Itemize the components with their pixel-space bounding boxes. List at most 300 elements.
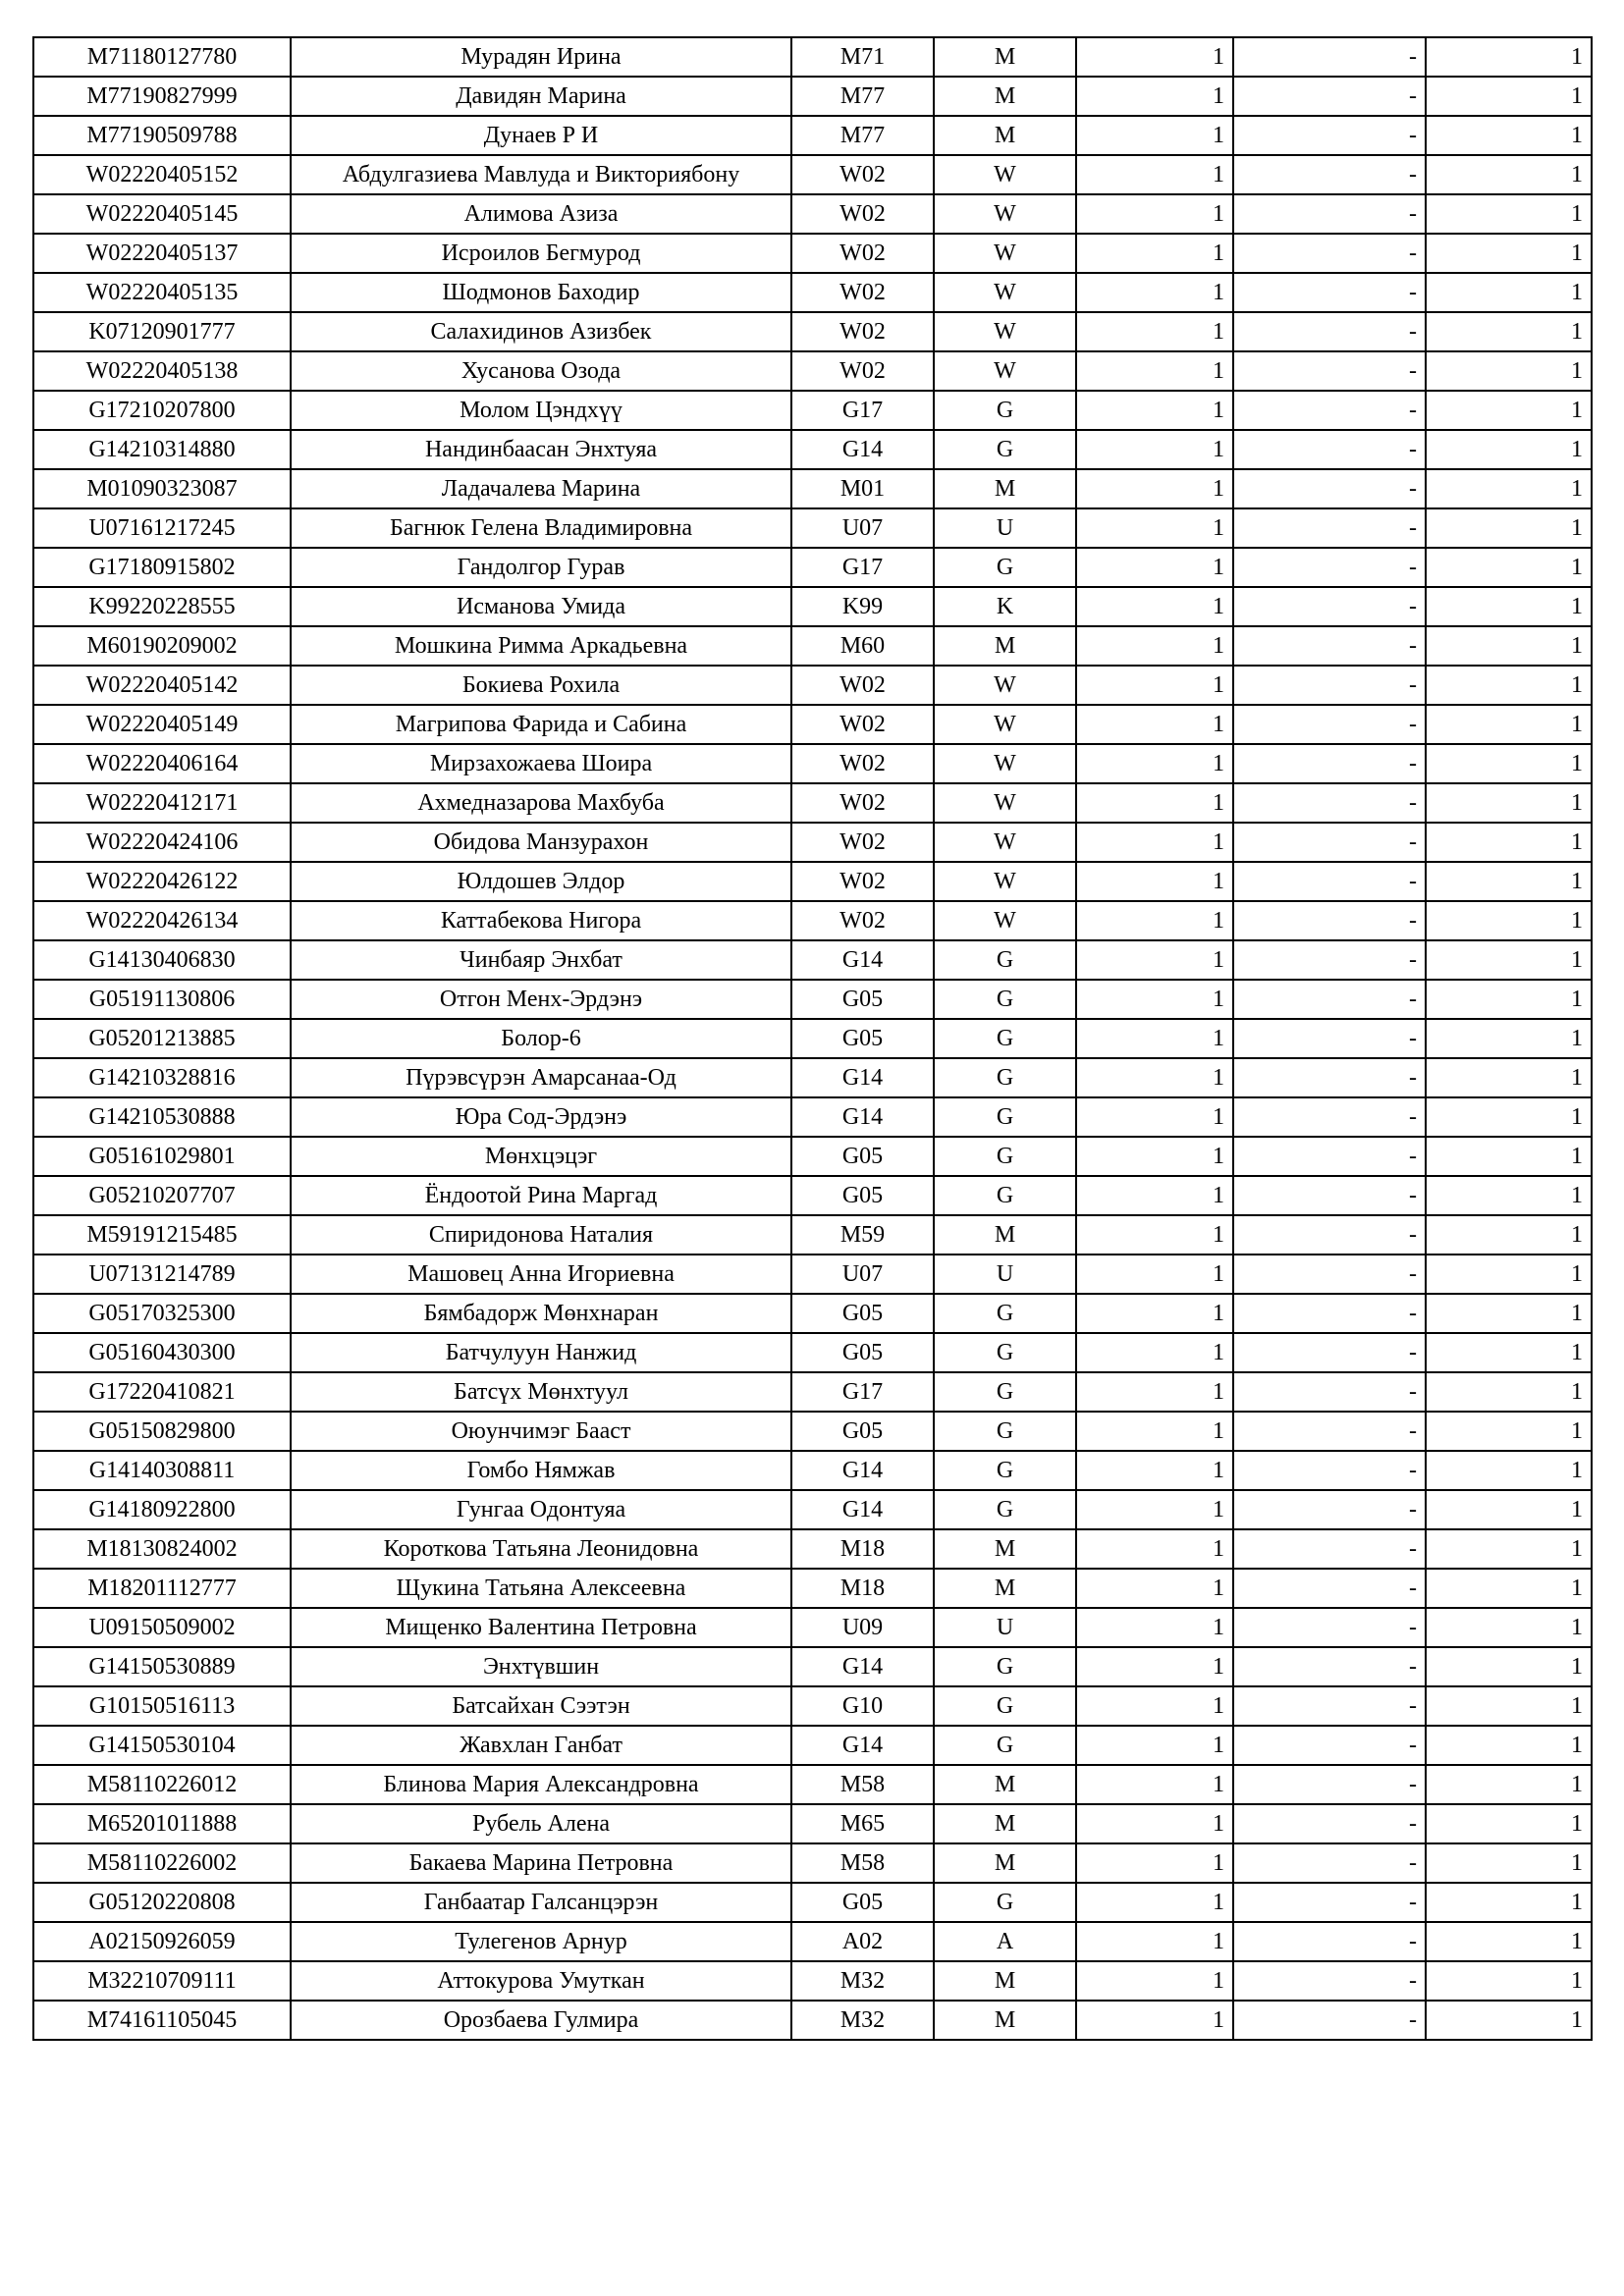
- group-code-cell: U07: [791, 508, 934, 548]
- region-letter-cell: U: [934, 1255, 1076, 1294]
- member-name-cell: Чинбаяр Энхбат: [291, 940, 791, 980]
- region-letter-cell: W: [934, 351, 1076, 391]
- table-row: [33, 744, 1592, 783]
- count-cell: 1: [1076, 980, 1233, 1019]
- dash-cell: -: [1233, 77, 1426, 116]
- registration-code-cell: W02220405152: [33, 155, 291, 194]
- table-row: [33, 1686, 1592, 1726]
- group-code-cell: W02: [791, 234, 934, 273]
- registration-code-cell: W02220426122: [33, 862, 291, 901]
- total-cell: 1: [1426, 862, 1592, 901]
- group-code-cell: M18: [791, 1529, 934, 1569]
- count-cell: 1: [1076, 1922, 1233, 1961]
- member-name-cell: Ладачалева Марина: [291, 469, 791, 508]
- dash-cell: -: [1233, 312, 1426, 351]
- dash-cell: -: [1233, 980, 1426, 1019]
- registration-code-cell: G05150829800: [33, 1412, 291, 1451]
- group-code-cell: W02: [791, 155, 934, 194]
- group-code-cell: M65: [791, 1804, 934, 1843]
- count-cell: 1: [1076, 1647, 1233, 1686]
- registration-code-cell: G14150530104: [33, 1726, 291, 1765]
- count-cell: 1: [1076, 273, 1233, 312]
- region-letter-cell: W: [934, 901, 1076, 940]
- group-code-cell: G14: [791, 1726, 934, 1765]
- count-cell: 1: [1076, 666, 1233, 705]
- count-cell: 1: [1076, 783, 1233, 823]
- dash-cell: -: [1233, 587, 1426, 626]
- dash-cell: -: [1233, 469, 1426, 508]
- total-cell: 1: [1426, 77, 1592, 116]
- registration-code-cell: M58110226012: [33, 1765, 291, 1804]
- registration-code-cell: W02220426134: [33, 901, 291, 940]
- region-letter-cell: M: [934, 116, 1076, 155]
- registration-code-cell: G17210207800: [33, 391, 291, 430]
- count-cell: 1: [1076, 391, 1233, 430]
- member-name-cell: Батсайхан Сээтэн: [291, 1686, 791, 1726]
- total-cell: 1: [1426, 155, 1592, 194]
- registration-code-cell: M74161105045: [33, 2001, 291, 2040]
- total-cell: 1: [1426, 705, 1592, 744]
- member-name-cell: Дунаев Р И: [291, 116, 791, 155]
- total-cell: 1: [1426, 744, 1592, 783]
- count-cell: 1: [1076, 1686, 1233, 1726]
- dash-cell: -: [1233, 351, 1426, 391]
- group-code-cell: G05: [791, 1333, 934, 1372]
- group-code-cell: G05: [791, 1137, 934, 1176]
- total-cell: 1: [1426, 430, 1592, 469]
- registration-code-cell: K07120901777: [33, 312, 291, 351]
- count-cell: 1: [1076, 1451, 1233, 1490]
- member-name-cell: Мищенко Валентина Петровна: [291, 1608, 791, 1647]
- member-name-cell: Гунгаа Одонтуяа: [291, 1490, 791, 1529]
- region-letter-cell: G: [934, 980, 1076, 1019]
- count-cell: 1: [1076, 901, 1233, 940]
- total-cell: 1: [1426, 1176, 1592, 1215]
- member-name-cell: Мошкина Римма Аркадьевна: [291, 626, 791, 666]
- region-letter-cell: M: [934, 1843, 1076, 1883]
- region-letter-cell: G: [934, 1686, 1076, 1726]
- group-code-cell: W02: [791, 666, 934, 705]
- region-letter-cell: M: [934, 1804, 1076, 1843]
- member-name-cell: Болор-6: [291, 1019, 791, 1058]
- table-row: [33, 1294, 1592, 1333]
- table-row: [33, 155, 1592, 194]
- region-letter-cell: U: [934, 1608, 1076, 1647]
- total-cell: 1: [1426, 1922, 1592, 1961]
- table-row: [33, 940, 1592, 980]
- member-name-cell: Магрипова Фарида и Сабина: [291, 705, 791, 744]
- registry-table-body: [33, 37, 1592, 2040]
- table-row: [33, 430, 1592, 469]
- region-letter-cell: M: [934, 1215, 1076, 1255]
- registration-code-cell: G05161029801: [33, 1137, 291, 1176]
- count-cell: 1: [1076, 940, 1233, 980]
- member-name-cell: Молом Цэндхүү: [291, 391, 791, 430]
- total-cell: 1: [1426, 1569, 1592, 1608]
- dash-cell: -: [1233, 744, 1426, 783]
- table-row: [33, 1372, 1592, 1412]
- count-cell: 1: [1076, 116, 1233, 155]
- dash-cell: -: [1233, 430, 1426, 469]
- dash-cell: -: [1233, 1843, 1426, 1883]
- member-name-cell: Спиридонова Наталия: [291, 1215, 791, 1255]
- count-cell: 1: [1076, 705, 1233, 744]
- group-code-cell: G05: [791, 1294, 934, 1333]
- registration-code-cell: G14210314880: [33, 430, 291, 469]
- group-code-cell: M59: [791, 1215, 934, 1255]
- total-cell: 1: [1426, 980, 1592, 1019]
- dash-cell: -: [1233, 1412, 1426, 1451]
- total-cell: 1: [1426, 1019, 1592, 1058]
- total-cell: 1: [1426, 666, 1592, 705]
- member-name-cell: Исроилов Бегмурод: [291, 234, 791, 273]
- member-name-cell: Ёндоотой Рина Маргад: [291, 1176, 791, 1215]
- region-letter-cell: G: [934, 1451, 1076, 1490]
- registration-code-cell: W02220405138: [33, 351, 291, 391]
- member-name-cell: Бямбадорж Мөнхнаран: [291, 1294, 791, 1333]
- dash-cell: -: [1233, 155, 1426, 194]
- group-code-cell: G10: [791, 1686, 934, 1726]
- dash-cell: -: [1233, 1922, 1426, 1961]
- dash-cell: -: [1233, 626, 1426, 666]
- count-cell: 1: [1076, 823, 1233, 862]
- table-row: [33, 1490, 1592, 1529]
- member-name-cell: Тулегенов Арнур: [291, 1922, 791, 1961]
- member-name-cell: Мирзахожаева Шоира: [291, 744, 791, 783]
- group-code-cell: U09: [791, 1608, 934, 1647]
- group-code-cell: W02: [791, 823, 934, 862]
- dash-cell: -: [1233, 1529, 1426, 1569]
- registration-code-cell: G05191130806: [33, 980, 291, 1019]
- table-row: [33, 1843, 1592, 1883]
- region-letter-cell: G: [934, 548, 1076, 587]
- table-row: [33, 1804, 1592, 1843]
- region-letter-cell: W: [934, 194, 1076, 234]
- count-cell: 1: [1076, 1294, 1233, 1333]
- dash-cell: -: [1233, 1451, 1426, 1490]
- total-cell: 1: [1426, 1686, 1592, 1726]
- region-letter-cell: G: [934, 940, 1076, 980]
- group-code-cell: K99: [791, 587, 934, 626]
- member-name-cell: Аттокурова Умуткан: [291, 1961, 791, 2001]
- group-code-cell: M58: [791, 1765, 934, 1804]
- total-cell: 1: [1426, 1215, 1592, 1255]
- dash-cell: -: [1233, 1097, 1426, 1137]
- count-cell: 1: [1076, 744, 1233, 783]
- registration-code-cell: G05120220808: [33, 1883, 291, 1922]
- region-letter-cell: M: [934, 2001, 1076, 2040]
- member-name-cell: Давидян Марина: [291, 77, 791, 116]
- member-name-cell: Жавхлан Ганбат: [291, 1726, 791, 1765]
- group-code-cell: G17: [791, 391, 934, 430]
- dash-cell: -: [1233, 1255, 1426, 1294]
- total-cell: 1: [1426, 1843, 1592, 1883]
- region-letter-cell: G: [934, 1058, 1076, 1097]
- group-code-cell: G14: [791, 1647, 934, 1686]
- registration-code-cell: W02220405145: [33, 194, 291, 234]
- table-row: [33, 823, 1592, 862]
- total-cell: 1: [1426, 1412, 1592, 1451]
- member-name-cell: Гомбо Нямжав: [291, 1451, 791, 1490]
- region-letter-cell: W: [934, 273, 1076, 312]
- registration-code-cell: W02220405149: [33, 705, 291, 744]
- total-cell: 1: [1426, 823, 1592, 862]
- table-row: [33, 1726, 1592, 1765]
- table-row: [33, 37, 1592, 77]
- registration-code-cell: G14130406830: [33, 940, 291, 980]
- count-cell: 1: [1076, 469, 1233, 508]
- group-code-cell: M77: [791, 77, 934, 116]
- region-letter-cell: W: [934, 234, 1076, 273]
- dash-cell: -: [1233, 1726, 1426, 1765]
- count-cell: 1: [1076, 1490, 1233, 1529]
- region-letter-cell: G: [934, 1883, 1076, 1922]
- table-row: [33, 1058, 1592, 1097]
- group-code-cell: G05: [791, 1176, 934, 1215]
- group-code-cell: W02: [791, 312, 934, 351]
- group-code-cell: G14: [791, 1097, 934, 1137]
- group-code-cell: M32: [791, 1961, 934, 2001]
- region-letter-cell: M: [934, 469, 1076, 508]
- count-cell: 1: [1076, 1412, 1233, 1451]
- count-cell: 1: [1076, 1333, 1233, 1372]
- total-cell: 1: [1426, 1608, 1592, 1647]
- table-row: [33, 1412, 1592, 1451]
- member-name-cell: Ахмедназарова Махбуба: [291, 783, 791, 823]
- table-row: [33, 666, 1592, 705]
- table-row: [33, 351, 1592, 391]
- registration-code-cell: A02150926059: [33, 1922, 291, 1961]
- table-row: [33, 1176, 1592, 1215]
- member-name-cell: Орозбаева Гулмира: [291, 2001, 791, 2040]
- member-name-cell: Батсүх Мөнхтуул: [291, 1372, 791, 1412]
- group-code-cell: W02: [791, 351, 934, 391]
- registration-code-cell: W02220406164: [33, 744, 291, 783]
- total-cell: 1: [1426, 1804, 1592, 1843]
- count-cell: 1: [1076, 1255, 1233, 1294]
- dash-cell: -: [1233, 666, 1426, 705]
- member-name-cell: Бакаева Марина Петровна: [291, 1843, 791, 1883]
- registration-code-cell: G14150530889: [33, 1647, 291, 1686]
- group-code-cell: G05: [791, 1883, 934, 1922]
- registration-code-cell: G05210207707: [33, 1176, 291, 1215]
- registration-code-cell: M58110226002: [33, 1843, 291, 1883]
- total-cell: 1: [1426, 1137, 1592, 1176]
- member-name-cell: Исманова Умида: [291, 587, 791, 626]
- table-row: [33, 1255, 1592, 1294]
- group-code-cell: M77: [791, 116, 934, 155]
- total-cell: 1: [1426, 783, 1592, 823]
- dash-cell: -: [1233, 1137, 1426, 1176]
- total-cell: 1: [1426, 1765, 1592, 1804]
- count-cell: 1: [1076, 626, 1233, 666]
- dash-cell: -: [1233, 1490, 1426, 1529]
- member-name-cell: Бокиева Рохила: [291, 666, 791, 705]
- count-cell: 1: [1076, 37, 1233, 77]
- count-cell: 1: [1076, 77, 1233, 116]
- table-row: [33, 783, 1592, 823]
- region-letter-cell: G: [934, 1372, 1076, 1412]
- member-name-cell: Абдулгазиева Мавлуда и Викториябону: [291, 155, 791, 194]
- registration-code-cell: M18130824002: [33, 1529, 291, 1569]
- dash-cell: -: [1233, 1647, 1426, 1686]
- count-cell: 1: [1076, 1569, 1233, 1608]
- region-letter-cell: M: [934, 1569, 1076, 1608]
- member-name-cell: Отгон Менх-Эрдэнэ: [291, 980, 791, 1019]
- dash-cell: -: [1233, 1804, 1426, 1843]
- registration-code-cell: W02220405135: [33, 273, 291, 312]
- group-code-cell: W02: [791, 705, 934, 744]
- total-cell: 1: [1426, 548, 1592, 587]
- count-cell: 1: [1076, 1372, 1233, 1412]
- dash-cell: -: [1233, 862, 1426, 901]
- table-row: [33, 1137, 1592, 1176]
- total-cell: 1: [1426, 1529, 1592, 1569]
- dash-cell: -: [1233, 2001, 1426, 2040]
- dash-cell: -: [1233, 1608, 1426, 1647]
- group-code-cell: G14: [791, 1058, 934, 1097]
- registration-code-cell: U07131214789: [33, 1255, 291, 1294]
- table-row: [33, 1529, 1592, 1569]
- region-letter-cell: M: [934, 37, 1076, 77]
- member-name-cell: Ганбаатар Галсанцэрэн: [291, 1883, 791, 1922]
- dash-cell: -: [1233, 391, 1426, 430]
- dash-cell: -: [1233, 1765, 1426, 1804]
- total-cell: 1: [1426, 508, 1592, 548]
- count-cell: 1: [1076, 1137, 1233, 1176]
- count-cell: 1: [1076, 1019, 1233, 1058]
- dash-cell: -: [1233, 273, 1426, 312]
- count-cell: 1: [1076, 1097, 1233, 1137]
- dash-cell: -: [1233, 940, 1426, 980]
- member-name-cell: Шодмонов Баходир: [291, 273, 791, 312]
- region-letter-cell: G: [934, 1333, 1076, 1372]
- total-cell: 1: [1426, 234, 1592, 273]
- group-code-cell: W02: [791, 744, 934, 783]
- region-letter-cell: W: [934, 312, 1076, 351]
- table-row: [33, 901, 1592, 940]
- group-code-cell: A02: [791, 1922, 934, 1961]
- total-cell: 1: [1426, 2001, 1592, 2040]
- total-cell: 1: [1426, 194, 1592, 234]
- table-row: [33, 234, 1592, 273]
- group-code-cell: G17: [791, 548, 934, 587]
- region-letter-cell: K: [934, 587, 1076, 626]
- registration-code-cell: M71180127780: [33, 37, 291, 77]
- registration-code-cell: M77190827999: [33, 77, 291, 116]
- dash-cell: -: [1233, 548, 1426, 587]
- total-cell: 1: [1426, 1647, 1592, 1686]
- dash-cell: -: [1233, 1333, 1426, 1372]
- total-cell: 1: [1426, 587, 1592, 626]
- region-letter-cell: W: [934, 705, 1076, 744]
- table-row: [33, 980, 1592, 1019]
- registration-code-cell: G10150516113: [33, 1686, 291, 1726]
- group-code-cell: M71: [791, 37, 934, 77]
- member-name-cell: Алимова Азиза: [291, 194, 791, 234]
- member-name-cell: Оюунчимэг Бааст: [291, 1412, 791, 1451]
- member-name-cell: Салахидинов Азизбек: [291, 312, 791, 351]
- table-row: [33, 1215, 1592, 1255]
- table-row: [33, 77, 1592, 116]
- registration-code-cell: G05170325300: [33, 1294, 291, 1333]
- table-row: [33, 548, 1592, 587]
- table-row: [33, 1765, 1592, 1804]
- group-code-cell: W02: [791, 194, 934, 234]
- total-cell: 1: [1426, 940, 1592, 980]
- count-cell: 1: [1076, 1215, 1233, 1255]
- registration-code-cell: M01090323087: [33, 469, 291, 508]
- registration-code-cell: K99220228555: [33, 587, 291, 626]
- table-row: [33, 1019, 1592, 1058]
- table-row: [33, 312, 1592, 351]
- member-name-cell: Энхтүвшин: [291, 1647, 791, 1686]
- registration-code-cell: M59191215485: [33, 1215, 291, 1255]
- total-cell: 1: [1426, 469, 1592, 508]
- region-letter-cell: M: [934, 626, 1076, 666]
- dash-cell: -: [1233, 1686, 1426, 1726]
- table-row: [33, 1569, 1592, 1608]
- registration-code-cell: G17180915802: [33, 548, 291, 587]
- total-cell: 1: [1426, 1961, 1592, 2001]
- region-letter-cell: G: [934, 1647, 1076, 1686]
- region-letter-cell: G: [934, 1294, 1076, 1333]
- group-code-cell: G14: [791, 1490, 934, 1529]
- dash-cell: -: [1233, 1294, 1426, 1333]
- table-row: [33, 508, 1592, 548]
- total-cell: 1: [1426, 116, 1592, 155]
- total-cell: 1: [1426, 391, 1592, 430]
- dash-cell: -: [1233, 705, 1426, 744]
- total-cell: 1: [1426, 1372, 1592, 1412]
- member-name-cell: Багнюк Гелена Владимировна: [291, 508, 791, 548]
- registration-code-cell: G14210328816: [33, 1058, 291, 1097]
- region-letter-cell: G: [934, 1726, 1076, 1765]
- dash-cell: -: [1233, 1058, 1426, 1097]
- group-code-cell: M18: [791, 1569, 934, 1608]
- count-cell: 1: [1076, 508, 1233, 548]
- group-code-cell: G05: [791, 1019, 934, 1058]
- count-cell: 1: [1076, 1176, 1233, 1215]
- group-code-cell: G14: [791, 940, 934, 980]
- registration-code-cell: W02220424106: [33, 823, 291, 862]
- total-cell: 1: [1426, 1883, 1592, 1922]
- total-cell: 1: [1426, 1726, 1592, 1765]
- group-code-cell: G14: [791, 430, 934, 469]
- count-cell: 1: [1076, 234, 1233, 273]
- group-code-cell: M60: [791, 626, 934, 666]
- dash-cell: -: [1233, 194, 1426, 234]
- region-letter-cell: G: [934, 1097, 1076, 1137]
- region-letter-cell: W: [934, 862, 1076, 901]
- registration-code-cell: W02220412171: [33, 783, 291, 823]
- group-code-cell: W02: [791, 901, 934, 940]
- member-name-cell: Каттабекова Нигора: [291, 901, 791, 940]
- member-name-cell: Батчулуун Нанжид: [291, 1333, 791, 1372]
- registration-code-cell: M60190209002: [33, 626, 291, 666]
- table-row: [33, 2001, 1592, 2040]
- table-row: [33, 1333, 1592, 1372]
- dash-cell: -: [1233, 901, 1426, 940]
- region-letter-cell: W: [934, 744, 1076, 783]
- count-cell: 1: [1076, 312, 1233, 351]
- region-letter-cell: W: [934, 155, 1076, 194]
- count-cell: 1: [1076, 351, 1233, 391]
- table-row: [33, 862, 1592, 901]
- total-cell: 1: [1426, 901, 1592, 940]
- member-name-cell: Гандолгор Гурав: [291, 548, 791, 587]
- registration-code-cell: U09150509002: [33, 1608, 291, 1647]
